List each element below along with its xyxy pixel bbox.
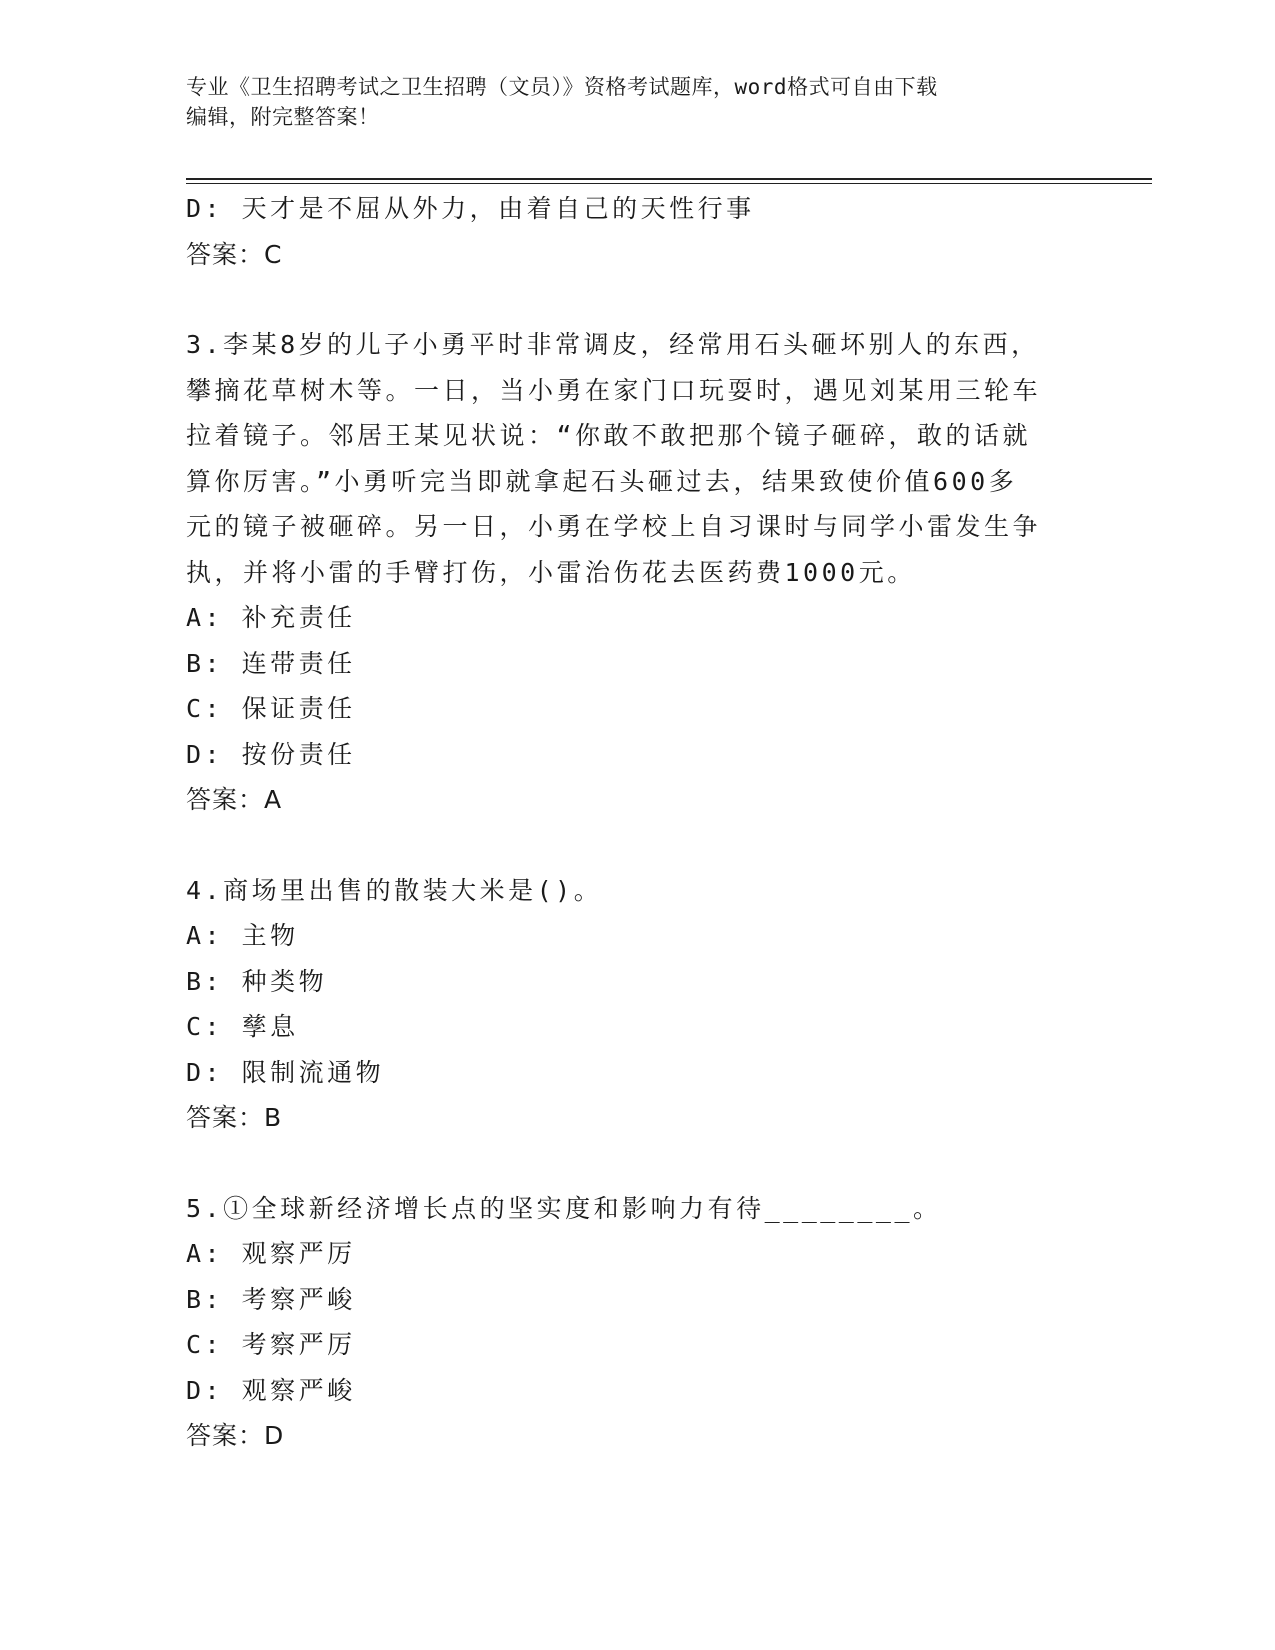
q5-option-d: D: 观察严峻 bbox=[186, 1375, 356, 1405]
q4-option-a: A: 主物 bbox=[186, 921, 299, 950]
question-content bbox=[186, 186, 1086, 1459]
question-5 bbox=[186, 1186, 1086, 1459]
q3-option-d: D: 按份责任 bbox=[186, 739, 356, 769]
q3-option-b: B: 连带责任 bbox=[186, 648, 356, 678]
q4-option-b: B: 种类物 bbox=[186, 966, 328, 996]
q4-option-d: D: 限制流通物 bbox=[186, 1057, 385, 1087]
q3-stem-line: 算你厉害。”小勇听完当即就拿起石头砸过去，结果致使价值600多 bbox=[186, 466, 1018, 496]
q5-option-c: C: 考察严厉 bbox=[186, 1330, 356, 1359]
q5-option-a: A: 观察严厉 bbox=[186, 1239, 356, 1268]
header-rule-thin bbox=[186, 183, 1152, 184]
header-line-2: 编辑，附完整答案！ bbox=[186, 105, 380, 129]
header-rule-thick bbox=[186, 178, 1152, 180]
question-3 bbox=[186, 322, 1086, 823]
q4-answer: 答案：B bbox=[186, 1103, 283, 1132]
q5-option-b: B: 考察严峻 bbox=[186, 1284, 356, 1314]
q4-option-c: C: 孳息 bbox=[186, 1012, 299, 1041]
q3-stem-line: 执，并将小雷的手臂打伤，小雷治伤花去医药费1000元。 bbox=[186, 557, 916, 587]
q3-stem-line: 拉着镜子。邻居王某见状说：“你敢不敢把那个镜子砸碎，敢的话就 bbox=[186, 421, 1032, 450]
q3-answer: 答案：A bbox=[186, 785, 283, 814]
prev-answer: 答案：C bbox=[186, 239, 283, 269]
prev-option-d: D: 天才是不屈从外力，由着自己的天性行事 bbox=[186, 194, 755, 223]
q3-option-a: A: 补充责任 bbox=[186, 603, 356, 632]
q3-stem-line: 攀摘花草树木等。一日，当小勇在家门口玩耍时，遇见刘某用三轮车 bbox=[186, 375, 1042, 405]
q3-stem-line: 3.李某8岁的儿子小勇平时非常调皮，经常用石头砸坏别人的东西， bbox=[186, 330, 1040, 359]
q3-option-c: C: 保证责任 bbox=[186, 694, 356, 723]
q3-stem-line: 元的镜子被砸碎。另一日，小勇在学校上自习课时与同学小雷发生争 bbox=[186, 512, 1042, 541]
header-line-1: 专业《卫生招聘考试之卫生招聘（文员）》资格考试题库，word格式可自由下载 bbox=[186, 75, 938, 99]
q5-answer: 答案：D bbox=[186, 1421, 285, 1450]
q5-stem: 5.①全球新经济增长点的坚实度和影响力有待________。 bbox=[186, 1193, 942, 1223]
question-4 bbox=[186, 868, 1086, 1141]
document-header bbox=[186, 72, 1086, 132]
q4-stem: 4.商场里出售的散装大米是()。 bbox=[186, 875, 603, 905]
